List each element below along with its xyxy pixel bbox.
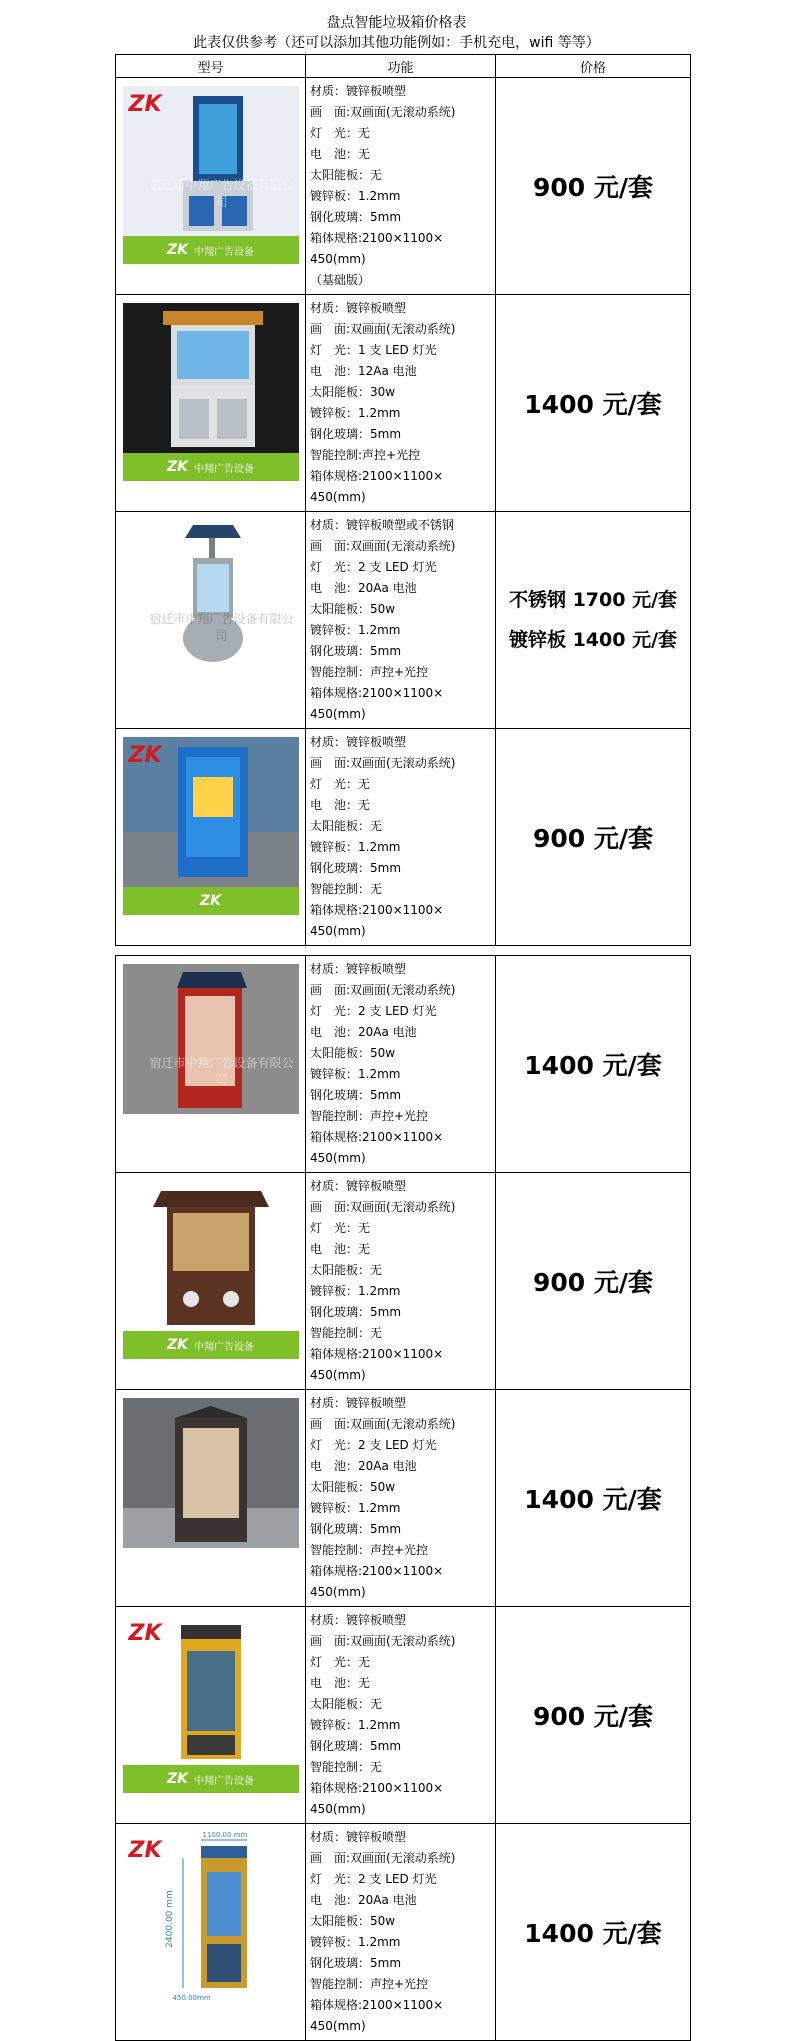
price-cell: 900 元/套 bbox=[496, 1607, 691, 1824]
table-row bbox=[116, 295, 691, 512]
spec-cell: 材质：镀锌板喷塑 画 面:双画面(无滚动系统) 灯 光：2 支 LED 灯光 电 池：20Aa 电池 太阳能板：50w 镀锌板：1.2mm 钢化玻璃：5mm 智能控制：声控+光控 箱体规格:2100×1100× 450(mm) bbox=[306, 956, 496, 1173]
header-price: 价格 bbox=[496, 55, 691, 78]
spec-cell: 材质：镀锌板喷塑 画 面:双画面(无滚动系统) 灯 光：无 电 池：无 太阳能板：无 镀锌板：1.2mm 钢化玻璃：5mm 智能控制：无 箱体规格:2100×1100× 450(mm) bbox=[306, 729, 496, 946]
zk-logo: ZK bbox=[128, 1838, 162, 1863]
table-row bbox=[116, 1390, 691, 1607]
table-row bbox=[116, 78, 691, 295]
product-image bbox=[123, 1398, 299, 1576]
product-image-cell bbox=[116, 729, 306, 946]
edition-note: （基础版） bbox=[310, 273, 371, 287]
zk-logo: ZK bbox=[128, 1621, 162, 1646]
price-stainless: 不锈钢 1700 元/套 bbox=[508, 589, 678, 611]
brand-band: ZK 中翔广告设备 bbox=[123, 1331, 299, 1359]
brand-band: ZK 中翔广告设备 bbox=[123, 1765, 299, 1793]
product-image bbox=[123, 737, 299, 915]
product-image-cell bbox=[116, 1607, 306, 1824]
page-title: 盘点智能垃圾箱价格表 bbox=[326, 15, 467, 31]
product-image-cell bbox=[116, 78, 306, 295]
price-cell: 900 元/套 bbox=[496, 729, 691, 946]
spec-cell: 材质：镀锌板喷塑 画 面:双画面(无滚动系统) 灯 光：1 支 LED 灯光 电 池：12Aa 电池 太阳能板：30w 镀锌板：1.2mm 钢化玻璃：5mm 智能控制:声控+光控 箱体规格:2100×1100× 450(mm) bbox=[306, 295, 496, 512]
watermark-text: 宿迁市中翔广告设备有限公司 bbox=[149, 612, 294, 643]
spec-cell: 材质：镀锌板喷塑或不锈钢 画 面:双画面(无滚动系统) 灯 光：2 支 LED 灯光 电 池：20Aa 电池 太阳能板：50w 镀锌板：1.2mm 钢化玻璃：5mm 智能控制：声控+光控 箱体规格:2100×1100× 450(mm) bbox=[306, 512, 496, 729]
dimension-height: 2400.00 mm bbox=[164, 1890, 175, 1948]
product-image bbox=[123, 86, 299, 264]
product-image-cell bbox=[116, 1824, 306, 2041]
brand-band: ZK 中翔广告设备 bbox=[123, 453, 299, 481]
spec-cell: 材质：镀锌板喷塑 画 面:双画面(无滚动系统) 灯 光：2 支 LED 灯光 电 池：20Aa 电池 太阳能板：50w 镀锌板：1.2mm 钢化玻璃：5mm 智能控制：声控+光控 箱体规格:2100×1100× 450(mm) bbox=[306, 1824, 496, 2041]
price-cell: 1400 元/套 bbox=[496, 295, 691, 512]
watermark-text: 宿迁市中翔广告设备有限公司 bbox=[149, 178, 294, 209]
price-cell: 1400 元/套 bbox=[496, 1390, 691, 1607]
product-image bbox=[123, 520, 299, 698]
brand-band: ZK bbox=[123, 887, 299, 915]
price-table-2 bbox=[115, 955, 691, 1824]
dimension-width: 1100.00 mm bbox=[202, 1832, 248, 1839]
product-image bbox=[123, 1181, 299, 1359]
table-row bbox=[116, 512, 691, 729]
price-cell: 900 元/套 bbox=[496, 1173, 691, 1390]
table-row bbox=[116, 1824, 691, 2041]
price-table-3 bbox=[115, 1823, 691, 2041]
table-header-row bbox=[116, 55, 691, 78]
header-model: 型号 bbox=[116, 55, 306, 78]
price-galvanized: 镀锌板 1400 元/套 bbox=[508, 629, 678, 651]
header-function: 功能 bbox=[306, 55, 496, 78]
price-cell: 1400 元/套 bbox=[496, 956, 691, 1173]
spec-cell: 材质：镀锌板喷塑 画 面:双画面(无滚动系统) 灯 光：无 电 池：无 太阳能板：无 镀锌板：1.2mm 钢化玻璃：5mm 智能控制：无 箱体规格:2100×1100× 450(mm) bbox=[306, 1173, 496, 1390]
zk-logo: ZK bbox=[128, 92, 162, 117]
brand-band: ZK 中翔广告设备 bbox=[123, 236, 299, 264]
page-subtitle: 此表仅供参考（还可以添加其他功能例如：手机充电，wifi 等等） bbox=[193, 35, 600, 51]
dimension-depth: 450.00mm bbox=[172, 1994, 211, 2002]
table-row bbox=[116, 1173, 691, 1390]
table-row bbox=[116, 1607, 691, 1824]
price-table-1 bbox=[115, 54, 691, 946]
spec-cell: 材质：镀锌板喷塑 画 面:双画面(无滚动系统) 灯 光：无 电 池：无 太阳能板：无 镀锌板：1.2mm 钢化玻璃：5mm 智能控制：无 箱体规格:2100×1100× 450(mm) bbox=[306, 1607, 496, 1824]
product-image bbox=[123, 1832, 299, 2010]
table-row bbox=[116, 956, 691, 1173]
zk-logo: ZK bbox=[128, 743, 162, 768]
price-cell: 1400 元/套 bbox=[496, 1824, 691, 2041]
spec-cell: 材质：镀锌板喷塑 画 面:双画面(无滚动系统) 灯 光：无 电 池：无 太阳能板：无 镀锌板：1.2mm 钢化玻璃：5mm 箱体规格:2100×1100× 450(mm) （基础版） bbox=[306, 78, 496, 295]
product-image bbox=[123, 964, 299, 1142]
product-image-cell bbox=[116, 1173, 306, 1390]
watermark-text: 宿迁市中翔广告设备有限公司 bbox=[149, 1056, 294, 1087]
spec-cell: 材质：镀锌板喷塑 画 面:双画面(无滚动系统) 灯 光：2 支 LED 灯光 电 池：20Aa 电池 太阳能板：50w 镀锌板：1.2mm 钢化玻璃：5mm 智能控制：声控+光控 箱体规格:2100×1100× 450(mm) bbox=[306, 1390, 496, 1607]
product-image-cell bbox=[116, 956, 306, 1173]
table-row bbox=[116, 729, 691, 946]
price-cell bbox=[496, 512, 691, 729]
product-image-cell bbox=[116, 295, 306, 512]
product-image bbox=[123, 1615, 299, 1793]
product-image-cell bbox=[116, 512, 306, 729]
product-image bbox=[123, 303, 299, 481]
price-cell: 900 元/套 bbox=[496, 78, 691, 295]
product-image-cell bbox=[116, 1390, 306, 1607]
